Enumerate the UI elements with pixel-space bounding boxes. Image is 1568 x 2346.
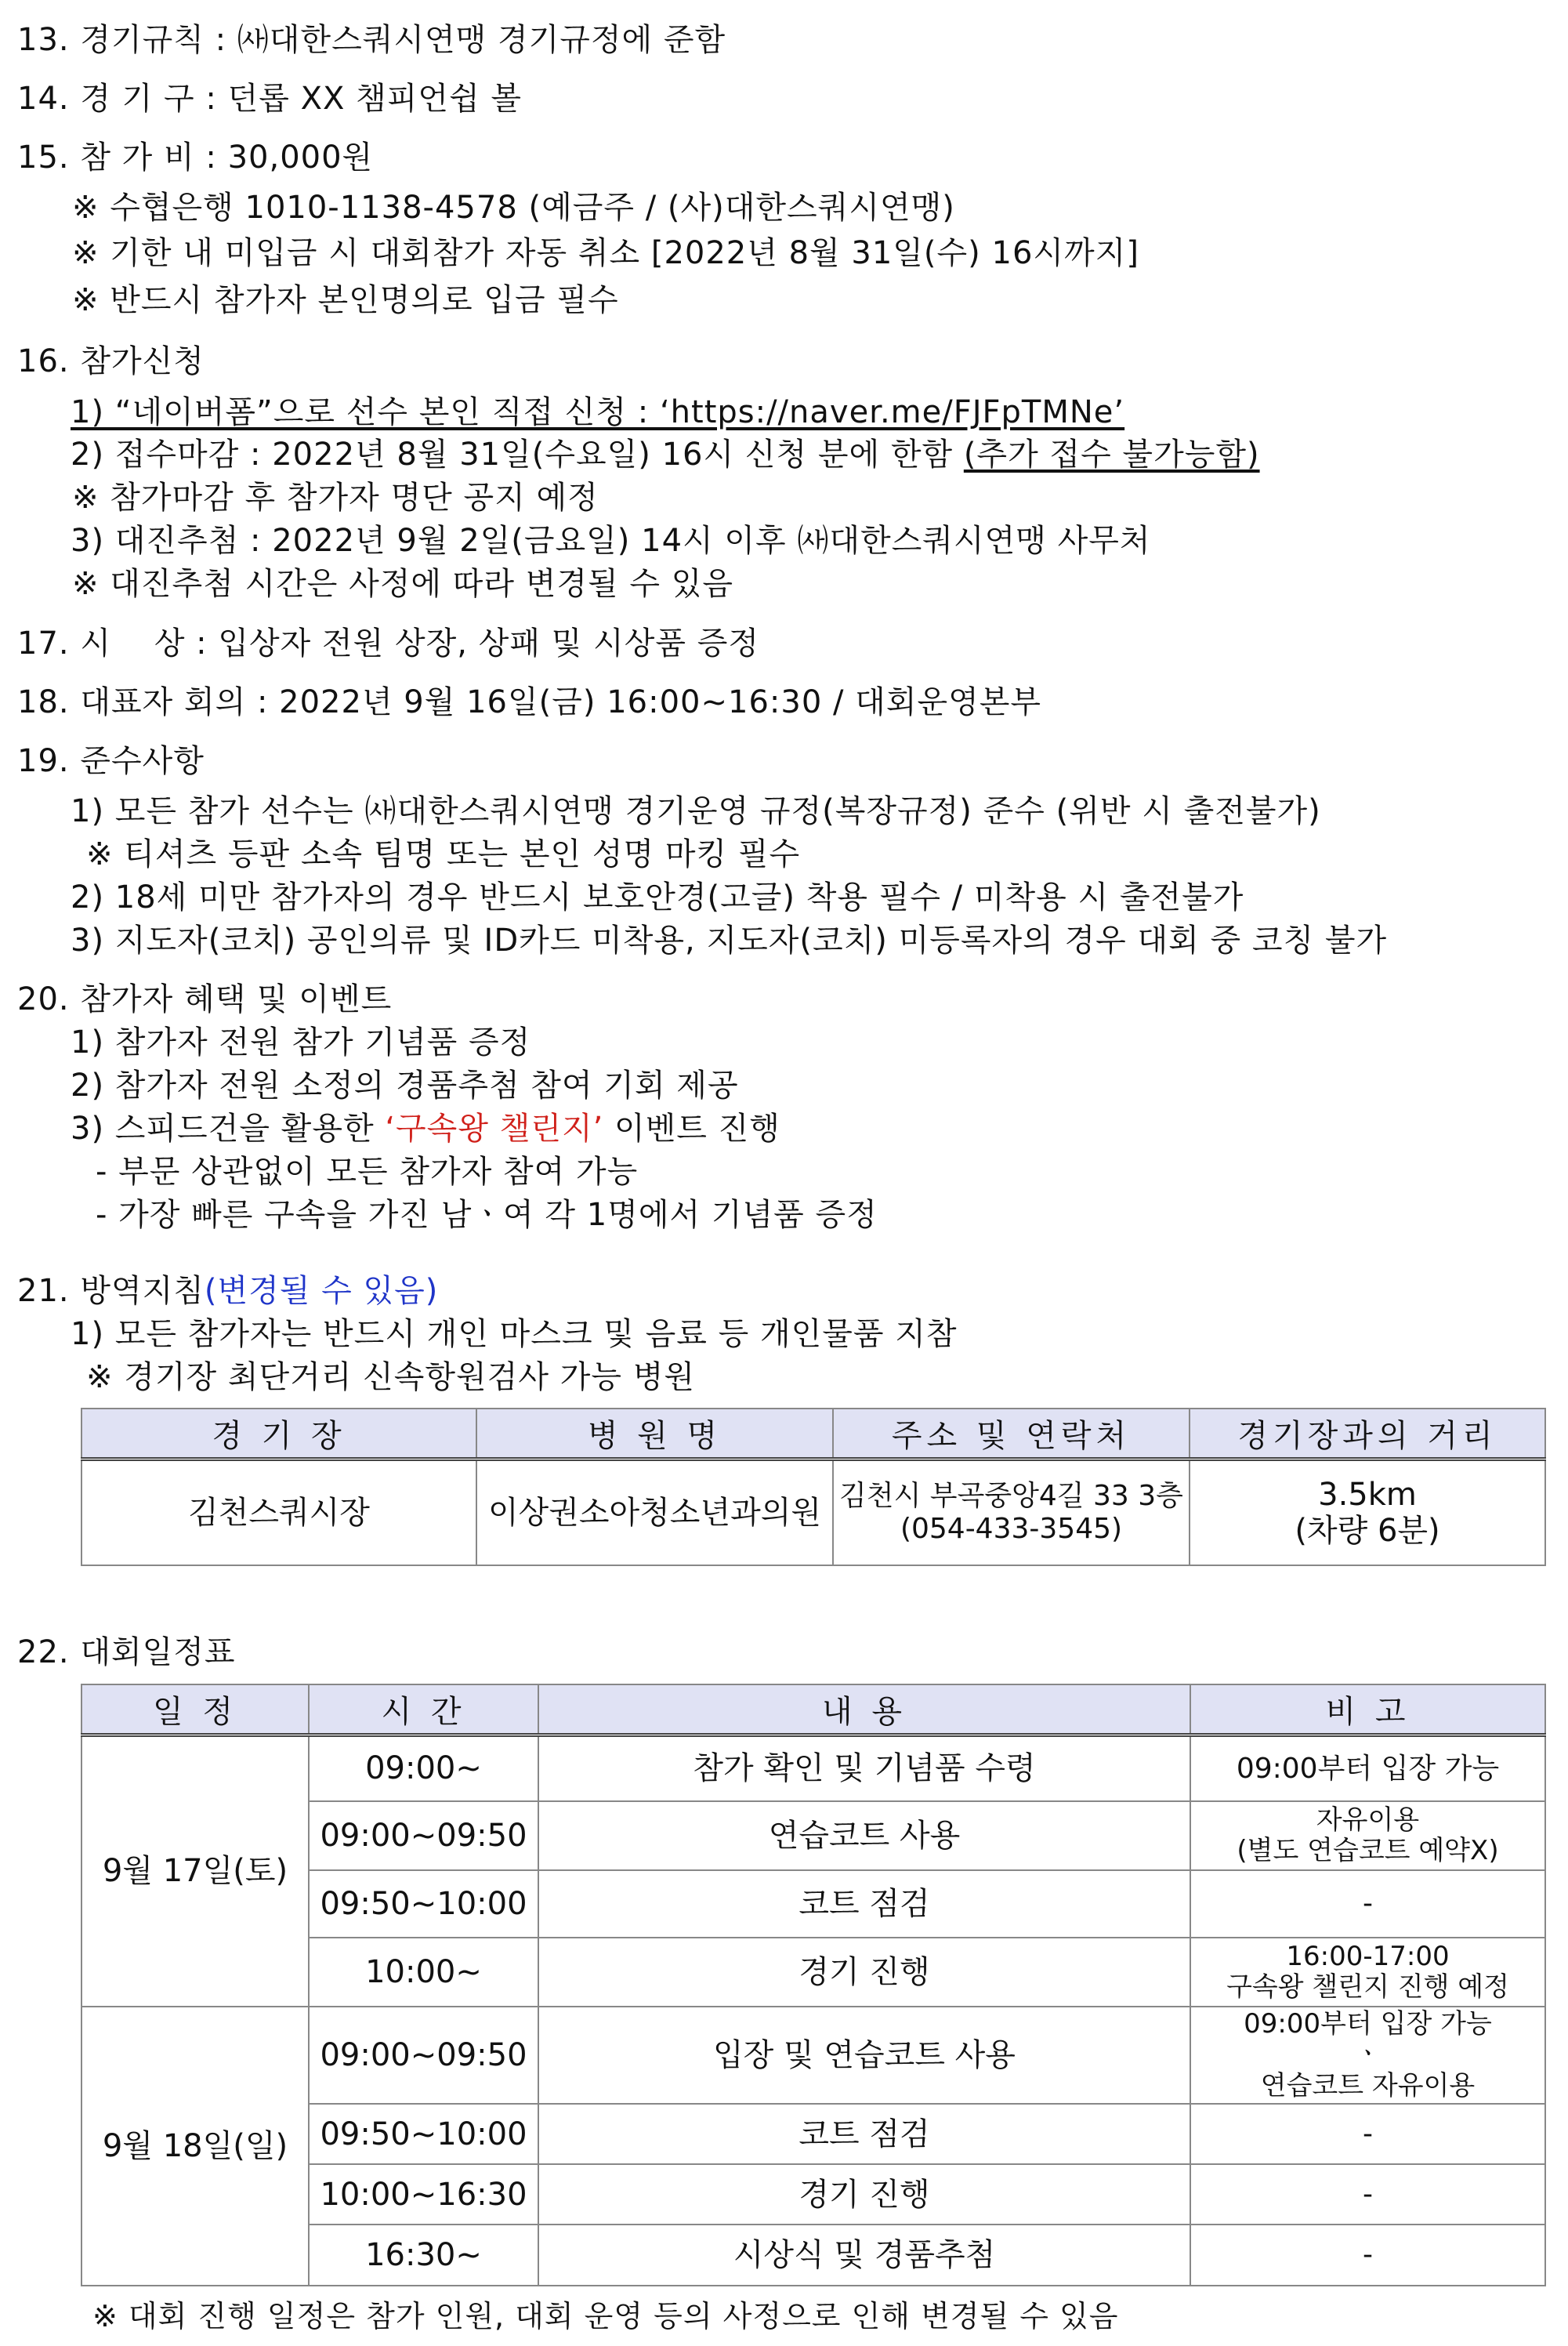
schedule-note-line2: (별도 연습코트 예약X) xyxy=(1237,1835,1499,1866)
rule-18: 18. 대표자 회의 : 2022년 9월 16일(금) 16:00~16:30 / 대회운영본부 xyxy=(17,684,1042,720)
schedule-time: 09:00~ xyxy=(309,1735,538,1801)
note-draw: ※ 대진추첨 시간은 사정에 따라 변경될 수 있음 xyxy=(72,566,734,602)
rule-20: 20. 참가자 혜택 및 이벤트 xyxy=(17,981,393,1017)
rule-21-note: (변경될 수 있음) xyxy=(204,1273,439,1309)
hospital-name: 이상권소아청소년과의원 xyxy=(476,1459,833,1565)
rule-13: 13. 경기규칙 : ㈔대한스쿼시연맹 경기규정에 준함 xyxy=(17,22,726,58)
rule-21 xyxy=(17,1273,438,1309)
compliance-2: 2) 18세 미만 참가자의 경우 반드시 보호안경(고글) 착용 필수 / 미착용 시 출전불가 xyxy=(71,879,1244,916)
schedule-date-day2: 9월 18일(일) xyxy=(81,2007,309,2286)
hospital-distance-km: 3.5km xyxy=(1318,1476,1417,1513)
rule-17: 17. 시 상 : 입상자 전원 상장, 상패 및 시상품 증정 xyxy=(17,625,759,662)
apply-deadline-text: 2) 접수마감 : 2022년 8월 31일(수요일) 16시 신청 분에 한함 xyxy=(71,437,964,473)
hospital-header-address: 주소 및 연락처 xyxy=(833,1409,1190,1459)
schedule-header-date: 일 정 xyxy=(81,1684,309,1735)
hospital-distance-time: (차량 6분) xyxy=(1295,1512,1440,1549)
schedule-note: - xyxy=(1190,2104,1545,2164)
schedule-content: 시상식 및 경품추첨 xyxy=(538,2225,1190,2286)
schedule-date-day1: 9월 17일(토) xyxy=(81,1735,309,2007)
schedule-content: 참가 확인 및 기념품 수령 xyxy=(538,1735,1190,1801)
schedule-time: 09:00~09:50 xyxy=(309,2007,538,2104)
hospital-header-name: 병 원 명 xyxy=(476,1409,833,1459)
benefit-3-tail: 이벤트 진행 xyxy=(603,1111,780,1147)
schedule-time: 10:00~ xyxy=(309,1938,538,2007)
note-deadline: ※ 기한 내 미입금 시 대회참가 자동 취소 [2022년 8월 31일(수) 16시까지] xyxy=(72,235,1139,271)
draw-info: 3) 대진추첨 : 2022년 9월 2일(금요일) 14시 이후 ㈔대한스쿼시연맹 사무처 xyxy=(71,523,1151,559)
rule-22: 22. 대회일정표 xyxy=(17,1634,236,1670)
hospital-address-line: 김천시 부곡중앙4길 33 3층 xyxy=(839,1480,1183,1513)
schedule-content: 경기 진행 xyxy=(538,1938,1190,2007)
hospital-distance xyxy=(1190,1459,1545,1565)
schedule-note xyxy=(1190,1938,1545,2007)
hospital-header-venue: 경 기 장 xyxy=(81,1409,476,1459)
hospital-header-distance: 경기장과의 거리 xyxy=(1190,1409,1545,1459)
schedule-content: 입장 및 연습코트 사용 xyxy=(538,2007,1190,2104)
rule-15: 15. 참 가 비 : 30,000원 xyxy=(17,140,374,176)
benefit-sub-2: - 가장 빠른 구속을 가진 남ㆍ여 각 1명에서 기념품 증정 xyxy=(96,1197,878,1233)
schedule-note-line1: 09:00부터 입장 가능 xyxy=(1244,2008,1492,2040)
schedule-note xyxy=(1190,2007,1545,2104)
challenge-name: ‘구속왕 챌린지’ xyxy=(385,1111,604,1147)
schedule-note-line1: 16:00-17:00 xyxy=(1286,1940,1450,1972)
schedule-note: - xyxy=(1190,2164,1545,2225)
schedule-note: 09:00부터 입장 가능 xyxy=(1190,1735,1545,1801)
quarantine-1: 1) 모든 참가자는 반드시 개인 마스크 및 음료 등 개인물품 지참 xyxy=(71,1316,958,1352)
schedule-time: 16:30~ xyxy=(309,2225,538,2286)
benefit-1: 1) 참가자 전원 참가 기념품 증정 xyxy=(71,1024,531,1061)
schedule-time: 09:50~10:00 xyxy=(309,1870,538,1938)
schedule-header-time: 시 간 xyxy=(309,1684,538,1735)
rule-16: 16. 참가신청 xyxy=(17,343,205,379)
hospital-venue: 김천스쿼시장 xyxy=(81,1459,476,1565)
schedule-content: 경기 진행 xyxy=(538,2164,1190,2225)
schedule-header-note: 비 고 xyxy=(1190,1684,1545,1735)
note-hospital: ※ 경기장 최단거리 신속항원검사 가능 병원 xyxy=(86,1359,695,1395)
apply-deadline xyxy=(71,437,1260,473)
footer-note: ※ 대회 진행 일정은 참가 인원, 대회 운영 등의 사정으로 인해 변경될 수 있음 xyxy=(92,2299,1119,2333)
schedule-content: 연습코트 사용 xyxy=(538,1801,1190,1870)
schedule-note-dot: ㆍ xyxy=(1355,2039,1381,2071)
schedule-table xyxy=(81,1684,1546,2286)
note-tshirt: ※ 티셔츠 등판 소속 팀명 또는 본인 성명 마킹 필수 xyxy=(86,836,801,872)
rule-19: 19. 준수사항 xyxy=(17,743,205,779)
schedule-time: 09:50~10:00 xyxy=(309,2104,538,2164)
benefit-2: 2) 참가자 전원 소정의 경품추첨 참여 기회 제공 xyxy=(71,1068,739,1104)
note-name: ※ 반드시 참가자 본인명의로 입금 필수 xyxy=(72,282,619,318)
schedule-content: 코트 점검 xyxy=(538,1870,1190,1938)
schedule-note xyxy=(1190,1801,1545,1870)
hospital-table xyxy=(81,1408,1546,1566)
schedule-note: - xyxy=(1190,1870,1545,1938)
apply-deadline-note: (추가 접수 불가능함) xyxy=(963,437,1260,473)
table-row xyxy=(81,1735,1545,1801)
note-bank: ※ 수협은행 1010-1138-4578 (예금주 / (사)대한스쿼시연맹) xyxy=(72,190,955,226)
compliance-1: 1) 모든 참가 선수는 ㈔대한스쿼시연맹 경기운영 규정(복장규정) 준수 (위반 시 출전불가) xyxy=(71,793,1321,829)
apply-link[interactable]: 1) “네이버폼”으로 선수 본인 직접 신청 : ‘https://naver.me/FJFpTMNe’ xyxy=(71,394,1125,430)
schedule-time: 09:00~09:50 xyxy=(309,1801,538,1870)
schedule-note-line2: 구속왕 챌린지 진행 예정 xyxy=(1226,1971,1509,2003)
compliance-3: 3) 지도자(코치) 공인의류 및 ID카드 미착용, 지도자(코치) 미등록자의 경우 대회 중 코칭 불가 xyxy=(71,923,1388,959)
schedule-time: 10:00~16:30 xyxy=(309,2164,538,2225)
hospital-address xyxy=(833,1459,1190,1565)
rule-21-text: 21. 방역지침 xyxy=(17,1273,205,1309)
benefit-3-text: 3) 스피드건을 활용한 xyxy=(71,1111,386,1147)
hospital-phone: (054-433-3545) xyxy=(900,1512,1123,1545)
schedule-note-line1: 자유이용 xyxy=(1316,1804,1420,1836)
benefit-sub-1: - 부문 상관없이 모든 참가자 참여 가능 xyxy=(96,1154,639,1190)
schedule-note-line2: 연습코트 자유이용 xyxy=(1260,2069,1476,2101)
table-row xyxy=(81,2007,1545,2104)
note-roster: ※ 참가마감 후 참가자 명단 공지 예정 xyxy=(72,480,599,516)
schedule-header-content: 내 용 xyxy=(538,1684,1190,1735)
rule-14: 14. 경 기 구 : 던롭 XX 챔피언쉽 볼 xyxy=(17,81,523,117)
schedule-note: - xyxy=(1190,2225,1545,2286)
benefit-3 xyxy=(71,1111,780,1147)
schedule-content: 코트 점검 xyxy=(538,2104,1190,2164)
